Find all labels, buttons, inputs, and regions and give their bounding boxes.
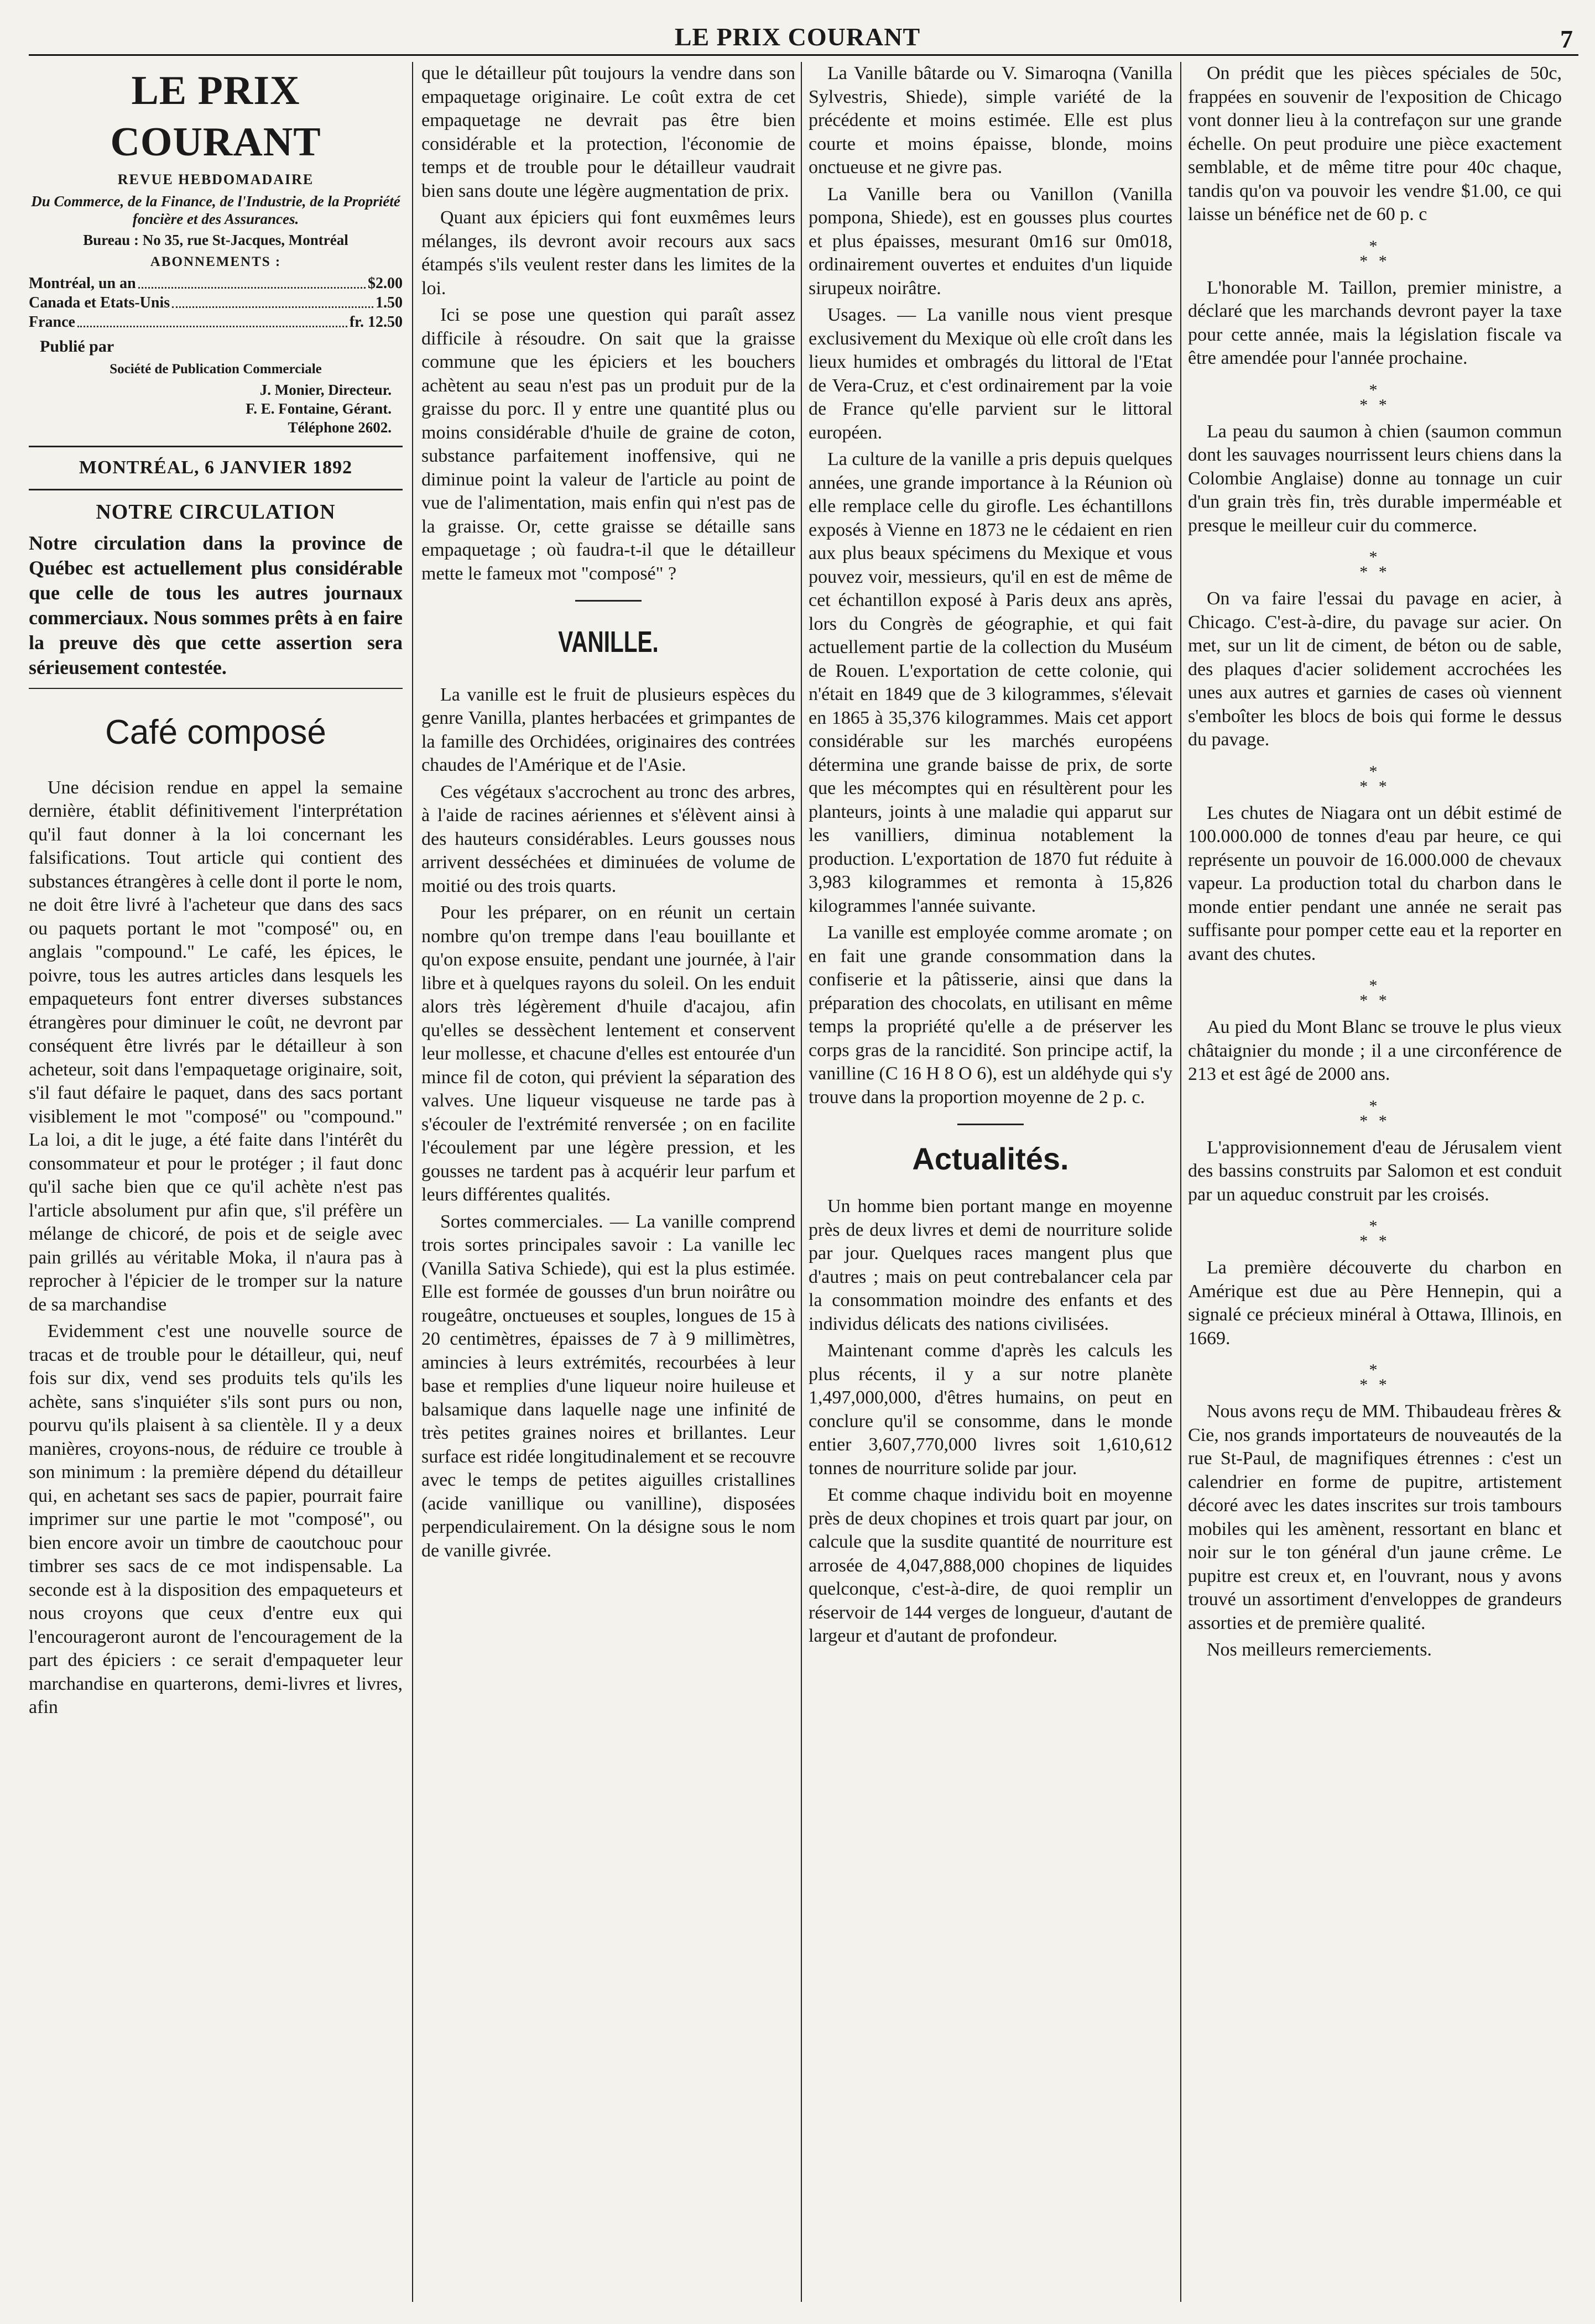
article-paragraph: La peau du saumon à chien (saumon commun dont les sauvages nourrissent leurs chiens dans la Colombie Anglaise) donne au tonnage un cuir d'un grain très fin, très durable imperméable et presque le meilleur cuir du commerce. xyxy=(1188,421,1562,536)
circulation-heading: NOTRE CIRCULATION xyxy=(96,500,336,524)
article-paragraph: La vanille est employée comme aromate ; on en fait une grande consommation dans la confiserie et la pâtisserie, ainsi que dans la préparation des chocolats, en utilisant en même temps la propriété qu'elle a de préserver les corps gras de la rancidité. Son principe actif, la vanilline (C 16 H 8 O 6), est un aldéhyde qui s'y trouve dans la proportion moyenne de 2 p. c. xyxy=(809,922,1172,1108)
article-paragraph: L'approvisionnement d'eau de Jérusalem vient des bassins construits par Salomon et est conduit par un aqueduc construit par les croisés. xyxy=(1188,1137,1562,1205)
article-paragraph: Evidemment c'est une nouvelle source de tracas et de trouble pour le détailleur, qui, neuf fois sur dix, vend ses produits tels qu'ils les achète, sans s'inquiéter s'ils sont purs ou non, pourvu qu'ils plaisent à sa clientèle. Il y a deux manières, croyons-nous, de réduire ce trouble à son minimum : la première dépend du détailleur qui, en achetant ses sacs de papier, pourrait faire imprimer sur une partie le mot "composé", ou bien encore avoir un timbre de caoutchouc pour timbrer ses sacs de ce mot indispensable. La seconde est à la disposition des empaqueteurs et nous croyons que ceux d'entre eux qui l'encourageront auront de l'encouragement de la part des épiciers : ce serait d'empaqueter leur marchandise en quarterons, demi-livres et livres, afin xyxy=(29,1321,403,1718)
article-paragraph: On prédit que les pièces spéciales de 50c, frappées en souvenir de l'exposition de Chicago vont donner lieu à la contrefaçon sur une grande échelle. On peut produire une pièce exactement semblable, et de même titre pour 40c chaque, tandis qu'on va pouvoir les vendre $1.00, ce qui laisse un bénéfice net de 60 p. c xyxy=(1188,63,1562,224)
column-1 xyxy=(29,62,403,2302)
vanille-title: VANILLE. xyxy=(558,625,659,659)
circulation-body: Notre circulation dans la province de Québec est actuellement plus considérable que celle de tous les autres journaux commerciaux. Nous sommes prêts à en faire la preuve dès que cette assertion sera sérieusement contestée. xyxy=(29,532,403,679)
article-paragraph: Au pied du Mont Blanc se trouve le plus vieux châtaignier du monde ; il a une circonférence de 213 et est âgé de 2000 ans. xyxy=(1188,1017,1562,1084)
article-paragraph: Ici se pose une question qui paraît assez difficile à résoudre. On sait que la graisse commune que les épiciers et les bouchers achètent au seau n'est pas un produit pur de la graisse du porc. Il y entre une quantité plus ou moins considérable d'huile de graine de coton, substance parfaitement inoffensive, qui ne diminue point la valeur de l'article au point de vue de l'alimentation, mais enfin qui n'est pas de la graisse. Or, cette graisse se détaille sans empaquetage ; où faudra-t-il que le détailleur mette le fameux mot "composé" ? xyxy=(421,305,795,584)
subscription-row: Montréal, un an $2.00 xyxy=(29,275,403,293)
manager: F. E. Fontaine, Gérant. xyxy=(246,400,392,417)
subscription-row: Canada et Etats-Unis 1.50 xyxy=(29,294,403,312)
article-paragraph: Et comme chaque individu boit en moyenne près de deux chopines et trois quart par jour, on calcule que la susdite quantité de nourriture est arrosée de 4,047,888,000 chopines de liquides quelconque, c'est-à-dire, de quoi remplir un réservoir de 144 verges de longueur, d'autant de largeur et d'autant de profondeur. xyxy=(809,1485,1172,1646)
asterism-icon: * * * xyxy=(1359,548,1390,581)
asterism-icon: * * * xyxy=(1359,237,1390,270)
article-paragraph: La Vanille bâtarde ou V. Simaroqna (Vanilla Sylvestris, Shiede), simple variété de la précédente et moins estimée. Elle est plus courte et moins épaisse, blonde, moins onctueuse et ne givre pas. xyxy=(809,63,1172,177)
divider xyxy=(575,600,642,602)
asterism-icon: * * * xyxy=(1359,1217,1390,1250)
asterism-icon: * * * xyxy=(1359,1361,1390,1394)
article-paragraph: Une décision rendue en appel la semaine dernière, établit définitivement l'interprétation qu'il faut donner à la loi concernant les falsifications. Tout article qui contient des substances étrangères à celle dont il porte le nom, ne doit être livré à l'acheteur que dans des sacs ou paquets portant le mot "composé" ou, en anglais "compound." Le café, les épices, le poivre, tous les autres articles dans lesquels les empaqueteurs font entrer diverses substances étrangères pour diminuer le coût, ne devront par conséquent être livrés par le détailleur à son acheteur, soit dans l'empaquetage originaire, soit, s'il faut défaire le paquet, dans des sacs portant visiblement le mot "composé" ou "compound." La loi, a dit le juge, a été faite dans l'intérêt du consommateur et pour le protéger ; il faut donc qu'il sache bien que ce qu'il achète n'est pas l'article absolument pur afin que, s'il préfère un mélange de chicoré, de pois et de seigle avec pain grillés au véritable Moka, il n'aura pas à reprocher à l'épicier de le tromper sur la nature de sa marchandise xyxy=(29,777,403,1315)
article-paragraph: On va faire l'essai du pavage en acier, à Chicago. C'est-à-dire, du pavage sur acier. On met, sur un lit de ciment, de béton ou de sable, des plaques d'acier solidement accrochées les unes aux autres et garnies de cases où viennent s'emboîter les blocs de bois qui forme le dessus du pavage. xyxy=(1188,588,1562,750)
article-paragraph: Nous avons reçu de MM. Thibaudeau frères & Cie, nos grands importateurs de nouveautés de la rue St-Paul, de magnifiques étrennes : c'est un calendrier en forme de pupitre, artistement décoré avec les dates inscrites sur trois tambours mobiles qui les amènent, ressortant en blanc et noir sur le ton général d'un jaune crême. Le pupitre est creux et, en l'ouvrant, nous y avons trouvé un assortiment d'enveloppes de grandeurs assorties et de première qualité. xyxy=(1188,1401,1562,1633)
column-2 xyxy=(421,62,795,2302)
column-4 xyxy=(1188,62,1562,2302)
asterism-icon: * * * xyxy=(1359,1096,1390,1130)
article-paragraph: Maintenant comme d'après les calculs les plus récents, il y a sur notre planète 1,497,000,000, d'êtres humains, on peut en conclure qu'il se consomme, dans le monde entier 3,607,770,000 livres soit 1,610,612 tonnes de nourriture solide par jour. xyxy=(809,1340,1172,1479)
publisher: Société de Publication Commerciale xyxy=(110,361,322,377)
article-paragraph: Sortes commerciales. — La vanille comprend trois sortes principales savoir : La vanille lec (Vanilla Sativa Schiede), qui est la plus estimée. Elle est formée de gousses d'un brun noirâtre ou rougeâtre, onctueuses et souples, longues de 15 à 20 centimètres, épaisses de 7 à 9 millimètres, amincies à leurs extrémités, recourbées à leur base et remplies d'une liqueur noire huileuse et balsamique dans laquelle nage une infinité de très petites graines noires et brillantes. Leur surface est ridée longitudinalement et se recouvre avec le temps de petites aiguilles cristallines (acide vanillique ou vanilline), disposées perpendiculairement. On la désigne sous le nom de vanille givrée. xyxy=(421,1211,795,1561)
divider xyxy=(29,489,403,490)
published-by: Publié par xyxy=(40,337,114,356)
cafe-title: Café composé xyxy=(105,713,326,752)
article-paragraph: L'honorable M. Taillon, premier ministre, a déclaré que les marchands devront payer la taxe pour cette année, mais la législation fiscale va être amendée pour l'année prochaine. xyxy=(1188,277,1562,368)
divider xyxy=(29,446,403,447)
article-paragraph: Quant aux épiciers qui font euxmêmes leurs mélanges, ils devront avoir recours aux sacs étampés s'ils veulent rester dans les limites de la loi. xyxy=(421,207,795,299)
subscription-row: France fr. 12.50 xyxy=(29,314,403,331)
dateline: MONTRÉAL, 6 JANVIER 1892 xyxy=(79,457,353,478)
asterism-icon: * * * xyxy=(1359,976,1390,1010)
column-rule-2 xyxy=(801,62,802,2302)
article-paragraph: La première découverte du charbon en Amérique est due au Père Hennepin, qui a signalé ce précieux minéral à Ottawa, Illinois, en 1669. xyxy=(1188,1257,1562,1349)
article-paragraph: Nos meilleurs remerciements. xyxy=(1207,1639,1432,1660)
article-paragraph: que le détailleur pût toujours la vendre dans son empaquetage originaire. Le coût extra de cet empaquetage ne devrait pas être bien considérable et la protection, l'économie de temps et de trouble pour le détailleur vaudrait bien sans doute une légère augmentation de prix. xyxy=(421,63,795,201)
actualites-title: Actualités. xyxy=(912,1141,1069,1176)
header-rule xyxy=(29,54,1578,56)
asterism-icon: * * * xyxy=(1359,380,1390,414)
running-head: LE PRIX COURANT xyxy=(674,23,921,51)
masthead-subtitle: REVUE HEBDOMADAIRE xyxy=(117,171,314,187)
article-paragraph: La Vanille bera ou Vanillon (Vanilla pompona, Shiede), est en gousses plus courtes et plus épaisses, mesurant 0m16 sur 0m018, ordinairement ouvertes et enduites d'un liquide sirupeux noirâtre. xyxy=(809,184,1172,299)
article-paragraph: Pour les préparer, on en réunit un certain nombre qu'on trempe dans l'eau bouillante et qu'on expose ensuite, pendant une journée, à l'air libre et à quelques rayons du soleil. On les enduit alors très légèrement d'huile d'acajou, afin qu'elles se dessèchent lentement et conservent leur mollesse, et chacune d'elles est entourée d'un mince fil de coton, qui prévient la séparation des valves. Une liqueur visqueuse ne tarde pas à s'écouler de l'extrémité renversée ; on en facilite l'écoulement par une légère pression, et les gousses ne tardent pas à acquérir leur parfum et leurs différentes qualités. xyxy=(421,902,795,1205)
column-rule-3 xyxy=(1180,62,1181,2302)
column-3 xyxy=(809,62,1172,2302)
masthead-office: Bureau : No 35, rue St-Jacques, Montréal xyxy=(83,232,348,249)
masthead-description: Du Commerce, de la Finance, de l'Industrie, de la Propriété foncière et des Assurances. xyxy=(31,192,400,227)
asterism-icon: * * * xyxy=(1359,762,1390,796)
column-rule-1 xyxy=(412,62,413,2302)
article-paragraph: La vanille est le fruit de plusieurs espèces du genre Vanilla, plantes herbacées et grimpantes de la famille des Orchidées, originaires des contrées chaudes de l'Amérique et de l'Asie. xyxy=(421,684,795,775)
article-paragraph: La culture de la vanille a pris depuis quelques années, une grande importance à la Réunion où elle remplace celle du girofle. Les échantillons exposés à Vienne en 1873 ne le cédaient en rien aux plus beaux spécimens du Mexique et vous pouvez voir, messieurs, qu'il en est de même de cet échantillon exposé à Paris deux ans après, lors du Congrès de géographie, et qui fait actuellement partie de la collection du Muséum de Rouen. L'exportation de cette colonie, qui n'était en 1849 que de 3 kilogrammes, s'élevait en 1865 à 35,376 kilogrammes. Mais cet apport considérable sur les marchés européens détermina une grande baisse de prix, de sorte que les mécomptes qui en résultèrent pour les planteurs, joints à une maladie qui apparut sur les vanilliers, diminua notablement la production. L'exportation de 1870 fut réduite à 3,983 kilogrammes et remonta à 15,826 kilogrammes l'année suivante. xyxy=(809,449,1172,916)
article-paragraph: Ces végétaux s'accrochent au tronc des arbres, à l'aide de racines aériennes et s'élèvent ainsi à des hauteurs considérables. Leurs gousses nous arrivent desséchées et diminuées de volume de moitié ou des trois quarts. xyxy=(421,781,795,896)
article-paragraph: Usages. — La vanille nous vient presque exclusivement du Mexique où elle croît dans les lieux humides et ombragés du littoral de l'Etat de Vera-Cruz, et c'est ordinairement par la voie de France qu'elle parvient sur le littoral européen. xyxy=(809,305,1172,443)
article-paragraph: Les chutes de Niagara ont un débit estimé de 100.000.000 de tonnes d'eau par heure, ce qui représente un pouvoir de 16.000.000 de chevaux vapeur. La production total du charbon dans le monde entier pendant une année ne serait pas suffisante pour pomper cette eau et la reporter en avant des chutes. xyxy=(1188,802,1562,964)
phone: Téléphone 2602. xyxy=(288,419,392,436)
article-paragraph: Un homme bien portant mange en moyenne près de deux livres et demi de nourriture solide par jour. Quelques races mangent plus que d'autres ; mais on peut contrebalancer cela par la consommation moindre des enfants et des individus délicats des nations civilisées. xyxy=(809,1196,1172,1334)
subscriptions-label: ABONNEMENTS : xyxy=(150,254,282,270)
page-number: 7 xyxy=(1560,25,1573,53)
divider xyxy=(29,688,403,689)
director: J. Monier, Directeur. xyxy=(259,382,392,399)
divider xyxy=(957,1124,1024,1125)
masthead-title: LE PRIX COURANT xyxy=(110,68,321,165)
